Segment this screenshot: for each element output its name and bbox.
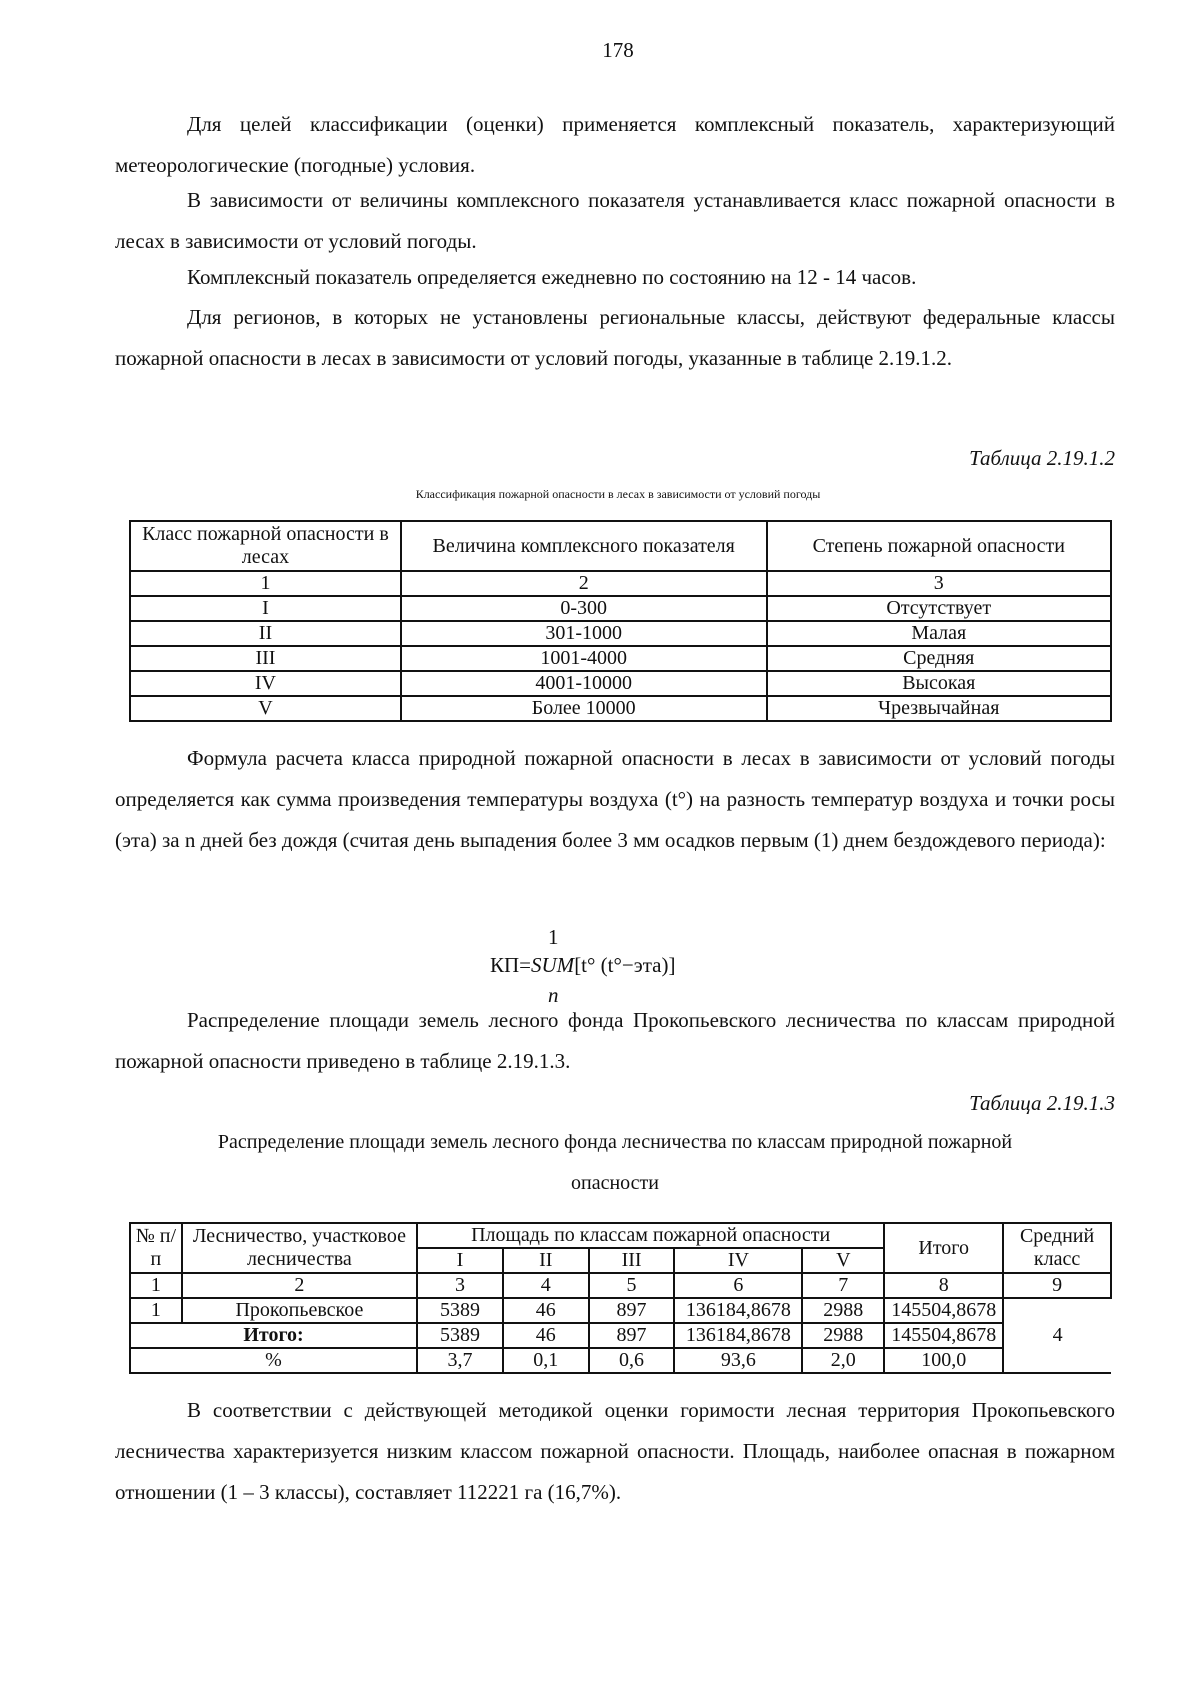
column-number: 2 xyxy=(182,1273,417,1298)
total-label: Итого: xyxy=(130,1323,417,1348)
class-header: IV xyxy=(674,1248,802,1273)
class-header: I xyxy=(417,1248,503,1273)
formula xyxy=(490,925,790,1010)
table-cell: 100,0 xyxy=(884,1348,1003,1373)
class-header: III xyxy=(589,1248,675,1273)
table-cell: 3,7 xyxy=(417,1348,503,1373)
table-cell: 145504,8678 xyxy=(884,1323,1003,1348)
table-cell: 2988 xyxy=(802,1298,884,1323)
class-header: V xyxy=(802,1248,884,1273)
table-header: Лесничество, участковое лесничества xyxy=(182,1223,417,1273)
table-cell: 0-300 xyxy=(401,596,767,621)
paragraph-daily: Комплексный показатель определяется ежедневно по состоянию на 12 - 14 часов. xyxy=(187,265,917,289)
table-cell: 1001-4000 xyxy=(401,646,767,671)
table-header: Площадь по классам пожарной опасности xyxy=(417,1223,884,1248)
column-number: 4 xyxy=(503,1273,589,1298)
table-cell: Средняя xyxy=(767,646,1111,671)
table-header: Средний класс xyxy=(1003,1223,1111,1273)
paragraph-formula-description: Формула расчета класса природной пожарной опасности в лесах в зависимости от условий погоды определяется как сумма произведения температуры воздуха (t°) на разность температур воздуха и точки росы (эта) за n дней без дождя (считая день выпадения более 3 мм осадков первым (1) днем бездождевого периода): xyxy=(115,746,1115,852)
table1-title: Классификация пожарной опасности в лесах в зависимости от условий погоды xyxy=(415,487,821,501)
table-cell: 2988 xyxy=(802,1323,884,1348)
table-cell: 897 xyxy=(589,1298,675,1323)
paragraph-dependency: В зависимости от величины комплексного показателя устанавливается класс пожарной опасности в лесах в зависимости от условий погоды. xyxy=(115,188,1115,253)
formula-sum: SUM xyxy=(531,953,575,977)
table-cell: Отсутствует xyxy=(767,596,1111,621)
table-cell: 145504,8678 xyxy=(884,1298,1003,1323)
paragraph-regions: Для регионов, в которых не установлены региональные классы, действуют федеральные классы пожарной опасности в лесах в зависимости от условий погоды, указанные в таблице 2.19.1.2. xyxy=(115,305,1115,370)
table-cell: Высокая xyxy=(767,671,1111,696)
column-number: 1 xyxy=(130,571,401,596)
paragraph-conclusion: В соответствии с действующей методикой оценки горимости лесная территория Прокопьевского лесничества характеризуется низким классом пожарной опасности. Площадь, наиболее опасная в пожарном отношении (1 – 3 классы), составляет 112221 га (16,7%). xyxy=(115,1398,1115,1504)
table-header: Величина комплексного показателя xyxy=(401,521,767,571)
column-number: 3 xyxy=(417,1273,503,1298)
table-cell: 301-1000 xyxy=(401,621,767,646)
table-cell: IV xyxy=(130,671,401,696)
formula-bottom: n xyxy=(548,983,559,1007)
table-cell: 136184,8678 xyxy=(674,1298,802,1323)
column-number: 1 xyxy=(130,1273,182,1298)
table-row xyxy=(130,1323,1111,1348)
table-row xyxy=(130,671,1111,696)
formula-main xyxy=(490,953,676,978)
table-cell: 1 xyxy=(130,1298,182,1323)
table-header: Итого xyxy=(884,1223,1003,1273)
paragraph-distribution: Распределение площади земель лесного фонда Прокопьевского лесничества по классам природной пожарной опасности приведено в таблице 2.19.1.3. xyxy=(115,1008,1115,1073)
column-number: 5 xyxy=(589,1273,675,1298)
table-row xyxy=(130,696,1111,721)
table2-label: Таблица 2.19.1.3 xyxy=(969,1091,1115,1115)
formula-lhs: КП= xyxy=(490,953,532,977)
table-cell: Чрезвычайная xyxy=(767,696,1111,721)
forest-area-table xyxy=(129,1222,1112,1374)
table2-title-line2: опасности xyxy=(571,1172,659,1194)
page-number: 178 xyxy=(602,38,634,62)
column-number: 9 xyxy=(1003,1273,1111,1298)
table-cell: Малая xyxy=(767,621,1111,646)
table-row xyxy=(130,646,1111,671)
table-cell: 0,6 xyxy=(589,1348,675,1373)
table-cell: III xyxy=(130,646,401,671)
table-cell: 5389 xyxy=(417,1323,503,1348)
table-cell: 0,1 xyxy=(503,1348,589,1373)
table-cell: Прокопьевское xyxy=(182,1298,417,1323)
table-cell: 4001-10000 xyxy=(401,671,767,696)
table-cell: 2,0 xyxy=(802,1348,884,1373)
column-number: 3 xyxy=(767,571,1111,596)
table-cell: 5389 xyxy=(417,1298,503,1323)
table1-label: Таблица 2.19.1.2 xyxy=(969,446,1115,470)
paragraph-classification: Для целей классификации (оценки) применяется комплексный показатель, характеризующий метеорологические (погодные) условия. xyxy=(115,112,1115,177)
percent-label: % xyxy=(130,1348,417,1373)
column-number: 7 xyxy=(802,1273,884,1298)
table-row xyxy=(130,596,1111,621)
table-cell: Более 10000 xyxy=(401,696,767,721)
table-header: № п/п xyxy=(130,1223,182,1273)
table-row xyxy=(130,1348,1111,1373)
table-cell: 136184,8678 xyxy=(674,1323,802,1348)
table-header: Степень пожарной опасности xyxy=(767,521,1111,571)
table-cell: 46 xyxy=(503,1323,589,1348)
formula-top: 1 xyxy=(548,925,559,949)
average-class-cell: 4 xyxy=(1003,1298,1111,1373)
table-cell: II xyxy=(130,621,401,646)
table-cell: 46 xyxy=(503,1298,589,1323)
table-row xyxy=(130,621,1111,646)
formula-body: [t° (t°−эта)] xyxy=(574,953,676,977)
table2-title-line1: Распределение площади земель лесного фонда лесничества по классам природной пожарной xyxy=(217,1131,1013,1153)
column-number: 6 xyxy=(674,1273,802,1298)
table-row xyxy=(130,1298,1111,1323)
table-cell: I xyxy=(130,596,401,621)
fire-class-table xyxy=(129,520,1112,722)
column-number: 8 xyxy=(884,1273,1003,1298)
class-header: II xyxy=(503,1248,589,1273)
table-cell: 897 xyxy=(589,1323,675,1348)
table-header: Класс пожарной опасности в лесах xyxy=(130,521,401,571)
table-cell: V xyxy=(130,696,401,721)
table-cell: 93,6 xyxy=(674,1348,802,1373)
column-number: 2 xyxy=(401,571,767,596)
